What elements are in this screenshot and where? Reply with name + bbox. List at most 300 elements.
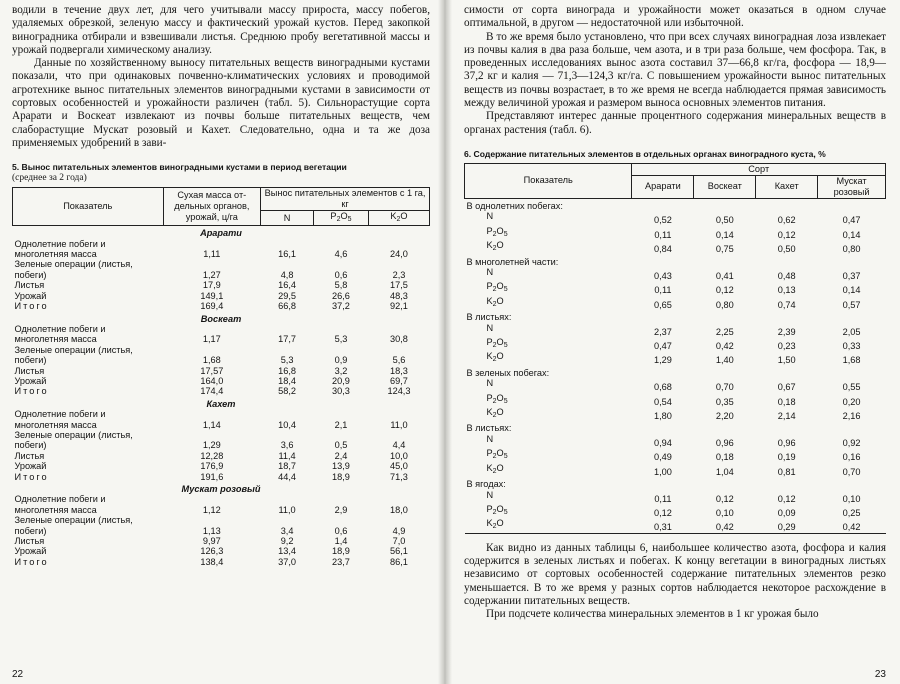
table5-p2o5-cell: 13,9 [332, 461, 350, 472]
table6-value-cell: 0,11 [654, 493, 672, 504]
element-subscript: 2 [492, 300, 497, 308]
element-oxygen: O [496, 351, 504, 362]
table6-organ-row [465, 477, 886, 489]
table6-element-label [465, 518, 632, 533]
table5-k2o-cell: 45,0 [390, 461, 408, 472]
table6-value-cell: 1,40 [715, 355, 734, 366]
table5-row-label: Зеленые операции (листья, побеги) [14, 344, 133, 366]
table5-k2o-cell: 56,1 [390, 546, 408, 557]
table6-value-cell: 2,20 [715, 411, 734, 422]
element-symbol: P [486, 392, 493, 403]
table5-p2o5-cell: 18,9 [332, 546, 350, 557]
table5-variety-name: Воскеат [200, 313, 242, 324]
table6-row [465, 518, 886, 533]
table5-n-cell: 58,2 [278, 386, 297, 397]
table6-row [465, 351, 886, 365]
table6-row [465, 434, 886, 448]
table5-p2o5-cell: 26,6 [332, 290, 350, 301]
table5-dry-mass-cell: 1,29 [202, 440, 221, 451]
element-symbol: N [486, 378, 494, 389]
table6-value-cell: 0,67 [777, 382, 796, 393]
table5-n-cell: 16,1 [278, 249, 297, 260]
table5-p2o5-cell: 0,9 [334, 355, 348, 366]
table5-dry-mass-cell: 191,6 [200, 471, 224, 482]
element-oxygen: O [496, 225, 504, 236]
table5-n-cell: 4,8 [280, 269, 294, 280]
element-subscript: 2 [492, 397, 497, 405]
element-subscript: 5 [503, 286, 508, 294]
table6-value-cell: 0,68 [653, 382, 672, 393]
table5-row-label: Зеленые операции (листья, побеги) [14, 259, 133, 280]
table5-n-cell: 16,8 [278, 365, 297, 376]
element-subscript: 5 [503, 230, 508, 238]
right-paragraph-3: Представляют интерес данные процентного содержания минеральных веществ в органах растения (табл. 6). [464, 110, 886, 136]
table5-dry-mass-cell: 1,13 [202, 525, 221, 536]
element-symbol: P [486, 337, 493, 348]
table5-dry-mass-cell: 1,27 [202, 269, 221, 280]
table5-p2o5-cell: 20,9 [332, 375, 350, 386]
table5-row-label: Листья [14, 365, 45, 376]
table5-dry-mass-cell: 176,9 [200, 461, 224, 472]
table6-element-label [465, 463, 632, 477]
element-oxygen: O [496, 281, 504, 292]
table6-value-cell: 0,70 [842, 466, 861, 477]
table5-row [13, 259, 430, 280]
table5-k2o-cell: 18,3 [390, 365, 408, 376]
element-oxygen: O [496, 407, 504, 418]
table5-p2o5-cell: 37,2 [332, 301, 350, 312]
table5-header-indicator: Показатель [13, 188, 164, 226]
table6-organ-row [465, 310, 886, 322]
table6-element-label [465, 281, 632, 295]
table5-header-p2o5: $P_2O_5$ [314, 211, 369, 226]
table6-header-indicator: Показатель [465, 163, 632, 198]
table5-n-cell: 11,4 [278, 450, 296, 461]
table6-element-label [465, 393, 632, 407]
table6-value-cell: 0,09 [777, 507, 796, 518]
table5-row-label: Листья [14, 536, 45, 547]
table5-row-label: Урожай [14, 461, 47, 472]
table5-k2o-cell: 86,1 [390, 556, 408, 567]
table6-value-cell: 0,25 [842, 507, 861, 518]
table6-value-cell: 2,37 [653, 326, 672, 337]
table6-value-cell: 0,75 [715, 244, 734, 255]
element-subscript: 5 [503, 342, 508, 350]
element-subscript: 2 [492, 342, 497, 350]
table6-organ-title: В зеленых побегах: [466, 367, 550, 378]
table6-value-cell: 0,43 [653, 271, 672, 281]
left-paragraph-2: Данные по хозяйственному выносу питательных веществ виноградными кустами показали, что при одинаковых почвенно-климатических условиях и проводимой агротехнике вынос питательных элементов виноградными кустами в зависимости от сортовых особенностей и урожайности различен (табл. 5). Сильнорастущие сорта Арарати и Воскеат извлекают из почвы больше питательных веществ, чем слаборастущие Мускат розовый и Кахет. Следовательно, одна и та же доза применяемых удобрений в зави- [12, 57, 430, 149]
table5-n-cell: 10,4 [278, 419, 297, 430]
table5-variety-row [13, 226, 430, 239]
right-page [450, 0, 900, 684]
table5-dry-mass-cell: 138,4 [200, 556, 224, 567]
table5-variety-name: Мускат розовый [181, 484, 261, 495]
table6-row [465, 378, 886, 392]
table6-value-cell: 0,11 [654, 229, 672, 240]
table5-row [13, 461, 430, 471]
table6-organ-title: В листьях: [466, 423, 512, 434]
table5-k2o-cell: 17,5 [390, 280, 408, 291]
table6-row [465, 267, 886, 281]
table5-n-cell: 18,4 [278, 375, 297, 386]
table6-row [465, 504, 886, 518]
table5-dry-mass-cell: 17,9 [202, 280, 221, 291]
table6-header-kakhet: Кахет [756, 175, 818, 198]
table6-organ-title: В ягодах: [466, 479, 506, 490]
table5-p2o5-cell: 2,4 [334, 450, 348, 461]
table6-value-cell: 1,68 [842, 355, 861, 366]
table6-value-cell: 0,94 [653, 437, 672, 448]
table6-value-cell: 0,19 [777, 452, 796, 463]
element-subscript: 2 [492, 245, 497, 253]
table5-k2o-cell: 30,8 [390, 334, 408, 345]
table5-p2o5-cell: 2,1 [334, 419, 348, 430]
table5-k2o-cell: 48,3 [390, 290, 408, 301]
table5-n-cell: 37,0 [278, 556, 297, 567]
element-oxygen: O [496, 240, 504, 251]
table5-header-k2o: $K_2O$ [368, 211, 429, 226]
table5-k2o-cell: 69,7 [390, 375, 408, 386]
table5-dry-mass-cell: 1,12 [202, 504, 221, 515]
table5-k2o-cell: 11,0 [390, 419, 408, 430]
table5-row-label: Листья [14, 450, 45, 461]
table5-row-label: Итого [14, 301, 49, 312]
table5-row-label: Листья [14, 280, 45, 291]
table5-row-label: Итого [14, 386, 49, 397]
table5-row [13, 494, 430, 515]
table6-value-cell: 0,13 [777, 285, 796, 296]
table6-header-muscat: Мускат розовый [818, 175, 886, 198]
table6-value-cell: 0,55 [842, 382, 861, 393]
table6-element-label [465, 351, 632, 365]
table6-header-variety: Сорт [632, 163, 886, 175]
table5-n-cell: 11,0 [278, 504, 296, 515]
table6-element-label [465, 378, 632, 392]
table6-organ-title: В однолетних побегах: [466, 200, 563, 211]
table6-value-cell: 1,80 [653, 411, 672, 422]
table6-value-cell: 2,16 [842, 411, 861, 422]
table6-element-label [465, 240, 632, 254]
table5-variety-row [13, 397, 430, 409]
table5-caption-sub: (среднее за 2 года) [12, 173, 87, 184]
table5-dry-mass-cell: 1,14 [202, 419, 221, 430]
table6-element-label [465, 323, 632, 337]
table6-value-cell: 0,37 [842, 271, 861, 281]
table6-value-cell: 0,41 [715, 271, 734, 281]
table6-value-cell: 0,14 [842, 285, 861, 296]
table6-value-cell: 0,12 [653, 507, 672, 518]
table6-organ-row [465, 198, 886, 211]
table6-value-cell: 0,74 [777, 299, 796, 310]
table5-p2o5-cell: 5,3 [334, 334, 348, 345]
table5-p2o5-cell: 5,8 [334, 280, 348, 291]
table6-value-cell: 2,25 [715, 326, 734, 337]
table5-dry-mass-cell: 149,1 [200, 290, 224, 301]
table5-n-cell: 13,4 [278, 546, 297, 557]
table5-p2o5-cell: 0,6 [334, 525, 348, 536]
table6-row [465, 240, 886, 254]
table5-dry-mass-cell: 169,4 [200, 301, 224, 312]
table6-value-cell: 0,31 [632, 518, 694, 533]
element-symbol: K [486, 518, 493, 529]
table5-row [13, 366, 430, 376]
table6-element-label [465, 211, 632, 225]
element-subscript: 2 [492, 523, 497, 531]
table5-header-dry-mass: Сухая масса от-дельных органов, урожай, ц/га [163, 188, 261, 226]
table6-element-label [465, 337, 632, 351]
table5-variety-row [13, 482, 430, 494]
element-subscript: 2 [492, 453, 497, 461]
table5-dry-mass-cell: 1,17 [202, 334, 221, 345]
table6-value-cell: 2,39 [777, 326, 796, 337]
table5-body [13, 226, 430, 570]
table6-value-cell: 0,29 [756, 518, 818, 533]
table6-row [465, 337, 886, 351]
element-subscript: 2 [492, 467, 497, 475]
table5-total-row [13, 386, 430, 396]
element-oxygen: O [496, 337, 504, 348]
table5-row [13, 546, 430, 556]
table5-p2o5-cell: 30,3 [332, 386, 350, 397]
table5-k2o-cell: 5,6 [392, 355, 406, 366]
table6-value-cell: 0,12 [777, 229, 796, 240]
table6-element-label [465, 407, 632, 421]
table6 [464, 163, 886, 534]
table6-value-cell: 0,50 [777, 244, 796, 255]
table5-caption: 5. Вынос питательных элементов виноградными кустами в период вегетации [12, 162, 347, 173]
table5-row-label: Урожай [14, 375, 47, 386]
table6-value-cell: 0,65 [653, 299, 672, 310]
table6-row [465, 463, 886, 477]
table5-k2o-cell: 71,3 [390, 471, 408, 482]
table5-row [13, 239, 430, 260]
element-oxygen: O [496, 518, 504, 529]
left-paragraph-1: водили в течение двух лет, для чего учитывали массу прироста, массу побегов, удаляемых обрезкой, зеленую массу и фактический урожай кустов. Перед закопкой виноградника отбирали и взвешивали листья. Среднюю пробу вегетативной массы и урожай подвергали химическому анализу. [12, 4, 430, 56]
table5-n-cell: 5,3 [280, 355, 294, 366]
element-oxygen: O [496, 462, 504, 473]
table6-value-cell: 0,50 [715, 215, 734, 226]
table6-value-cell: 0,62 [777, 215, 796, 226]
table5-row-label: Однолетние побеги и многолетняя масса [14, 494, 106, 515]
table6-element-label [465, 448, 632, 462]
table5-k2o-cell: 10,0 [390, 450, 408, 461]
table6-value-cell: 0,16 [842, 452, 861, 463]
table5-p2o5-cell: 0,6 [334, 269, 348, 280]
right-paragraph-4: Как видно из данных таблицы 6, наибольшее количество азота, фосфора и калия содержится в зеленых листьях и побегах. К концу вегетации в виноградных листьях независимо от сортовых особенностей содержание питательных элементов резко уменьшается. В то же время у разных сортов наблюдается некоторое расхождение в содержании питательных веществ. [464, 541, 886, 607]
element-symbol: K [486, 295, 493, 306]
table6-value-cell: 1,00 [653, 466, 672, 477]
table5-header-removal: Вынос питательных элементов с 1 га, кг [261, 188, 430, 211]
table5-dry-mass-cell: 17,57 [200, 365, 224, 376]
element-oxygen: O [496, 503, 504, 514]
table5-p2o5-cell: 0,5 [334, 440, 348, 451]
table6-value-cell: 0,70 [715, 382, 734, 393]
table6-value-cell: 0,12 [715, 493, 734, 504]
table5-k2o-cell: 7,0 [392, 536, 406, 547]
table5-p2o5-cell: 2,9 [334, 504, 348, 515]
table5-n-cell: 18,7 [278, 461, 297, 472]
table5-dry-mass-cell: 12,28 [200, 450, 224, 461]
element-oxygen: O [496, 448, 504, 459]
table6-row [465, 226, 886, 240]
table5-row-label: Урожай [14, 546, 47, 557]
table5-dry-mass-cell: 9,97 [202, 536, 221, 547]
table5-n-cell: 29,5 [278, 290, 297, 301]
table5-k2o-cell: 4,9 [392, 525, 406, 536]
table5-n-cell: 66,8 [278, 301, 297, 312]
table6-value-cell: 0,18 [715, 452, 734, 463]
table6-element-label [465, 267, 632, 281]
table5-n-cell: 3,6 [280, 440, 294, 451]
page-number-left: 22 [12, 669, 24, 680]
table5-n-cell: 17,7 [278, 334, 297, 345]
table6-element-label [465, 504, 632, 518]
table6-value-cell: 0,11 [654, 285, 672, 296]
element-symbol: P [486, 503, 493, 514]
table5-dry-mass-cell: 174,4 [200, 386, 224, 397]
table5-dry-mass-cell: 1,68 [202, 355, 221, 366]
table6-value-cell: 0,47 [653, 341, 672, 352]
table6-row [465, 407, 886, 421]
table6-organ-title: В листьях: [466, 312, 512, 323]
table5-row-label: Однолетние побеги и многолетняя масса [14, 409, 106, 430]
table6-value-cell: 0,14 [715, 229, 734, 240]
table6-row [465, 211, 886, 225]
table5-dry-mass-cell: 1,11 [203, 249, 221, 260]
table6-element-label [465, 434, 632, 448]
table5-p2o5-cell: 18,9 [332, 471, 350, 482]
table6-value-cell: 0,47 [842, 215, 861, 226]
table5-variety-name: Кахет [206, 398, 236, 409]
table6-row [465, 296, 886, 310]
table6-element-label [465, 490, 632, 504]
table5-n-cell: 9,2 [280, 536, 294, 547]
element-symbol: N [486, 322, 494, 333]
table6-value-cell: 0,81 [777, 466, 796, 477]
table5-row-label: Зеленые операции (листья, побеги) [14, 429, 133, 451]
table6-value-cell: 0,42 [818, 518, 886, 533]
table5-row-label: Однолетние побеги и многолетняя масса [14, 323, 106, 345]
table6-header-voskeat: Воскеат [694, 175, 756, 198]
table5-row-label: Зеленые операции (листья, побеги) [14, 515, 133, 536]
element-symbol: N [486, 267, 494, 277]
table6-value-cell: 0,18 [777, 396, 796, 407]
table5 [12, 187, 430, 569]
table6-value-cell: 0,10 [715, 507, 734, 518]
table5-row [13, 291, 430, 301]
table5-header-n: N [261, 211, 314, 226]
element-subscript: 2 [492, 412, 497, 420]
table6-value-cell: 0,42 [694, 518, 756, 533]
table5-k2o-cell: 124,3 [387, 386, 411, 397]
element-subscript: 5 [503, 453, 508, 461]
table6-organ-row [465, 421, 886, 433]
table6-value-cell: 0,57 [842, 299, 861, 310]
element-symbol: P [486, 225, 493, 236]
right-paragraph-5: При подсчете количества минеральных элементов в 1 кг урожая было [486, 608, 819, 621]
table5-p2o5-cell: 3,2 [334, 365, 348, 376]
table6-caption: 6. Содержание питательных элементов в отдельных органах виноградного куста, % [464, 148, 826, 159]
table5-p2o5-cell: 23,7 [332, 556, 350, 567]
table5-row [13, 536, 430, 546]
element-symbol: N [486, 433, 494, 444]
table6-row [465, 490, 886, 504]
table5-row-label: Итого [14, 471, 49, 482]
table6-value-cell: 0,12 [715, 285, 734, 296]
table5-variety-row [13, 312, 430, 324]
table5-row [13, 280, 430, 290]
element-subscript: 2 [492, 356, 497, 364]
table6-value-cell: 0,52 [653, 215, 672, 226]
page-number-right: 23 [874, 669, 886, 680]
table5-row-label: Урожай [14, 290, 47, 301]
element-symbol: P [486, 281, 493, 292]
table5-total-row [13, 301, 430, 311]
element-symbol: K [486, 351, 493, 362]
element-symbol: N [486, 489, 494, 500]
table6-value-cell: 1,29 [653, 355, 672, 366]
table5-p2o5-cell: 4,6 [334, 249, 348, 260]
table6-value-cell: 0,80 [842, 244, 861, 255]
table6-organ-row [465, 366, 886, 378]
table6-value-cell: 0,42 [715, 341, 734, 352]
table6-value-cell: 0,23 [777, 341, 796, 352]
element-symbol: P [486, 448, 493, 459]
table6-header-ararati: Арарати [632, 175, 694, 198]
table5-k2o-cell: 92,1 [390, 301, 408, 312]
table6-value-cell: 0,14 [842, 229, 861, 240]
table6-value-cell: 0,96 [715, 437, 734, 448]
table6-value-cell: 0,84 [653, 244, 672, 255]
table5-row-label: Итого [14, 556, 49, 567]
element-subscript: 2 [492, 286, 497, 294]
table6-value-cell: 0,49 [653, 452, 672, 463]
table6-value-cell: 0,92 [842, 437, 861, 448]
table6-value-cell: 0,12 [777, 493, 796, 504]
table6-element-label [465, 226, 632, 240]
table6-value-cell: 0,20 [842, 396, 861, 407]
left-page [0, 0, 440, 684]
element-subscript: 2 [492, 508, 497, 516]
right-paragraph-1: симости от сорта винограда и урожайности может оказаться в одном случае оптимальной, в другом — недостаточной или избыточной. [464, 4, 886, 30]
table5-row [13, 324, 430, 345]
element-oxygen: O [496, 392, 504, 403]
table5-n-cell: 44,4 [278, 471, 297, 482]
element-subscript: 5 [503, 508, 508, 516]
table5-n-cell: 3,4 [280, 525, 294, 536]
table5-row [13, 409, 430, 430]
element-symbol: K [486, 240, 493, 251]
table6-organ-row [465, 255, 886, 267]
table6-row [465, 323, 886, 337]
table6-value-cell: 0,35 [715, 396, 734, 407]
table6-row [465, 393, 886, 407]
table5-p2o5-cell: 1,4 [334, 536, 348, 547]
table6-value-cell: 2,05 [842, 326, 861, 337]
table6-body [465, 198, 886, 533]
table5-total-row [13, 472, 430, 482]
table5-row [13, 515, 430, 536]
element-symbol: K [486, 462, 493, 473]
table5-row-label: Однолетние побеги и многолетняя масса [14, 238, 106, 260]
table6-value-cell: 0,10 [842, 493, 861, 504]
table5-row [13, 345, 430, 366]
table5-k2o-cell: 18,0 [390, 504, 408, 515]
element-oxygen: O [496, 295, 504, 306]
element-symbol: N [486, 211, 494, 222]
table6-value-cell: 1,04 [715, 466, 734, 477]
